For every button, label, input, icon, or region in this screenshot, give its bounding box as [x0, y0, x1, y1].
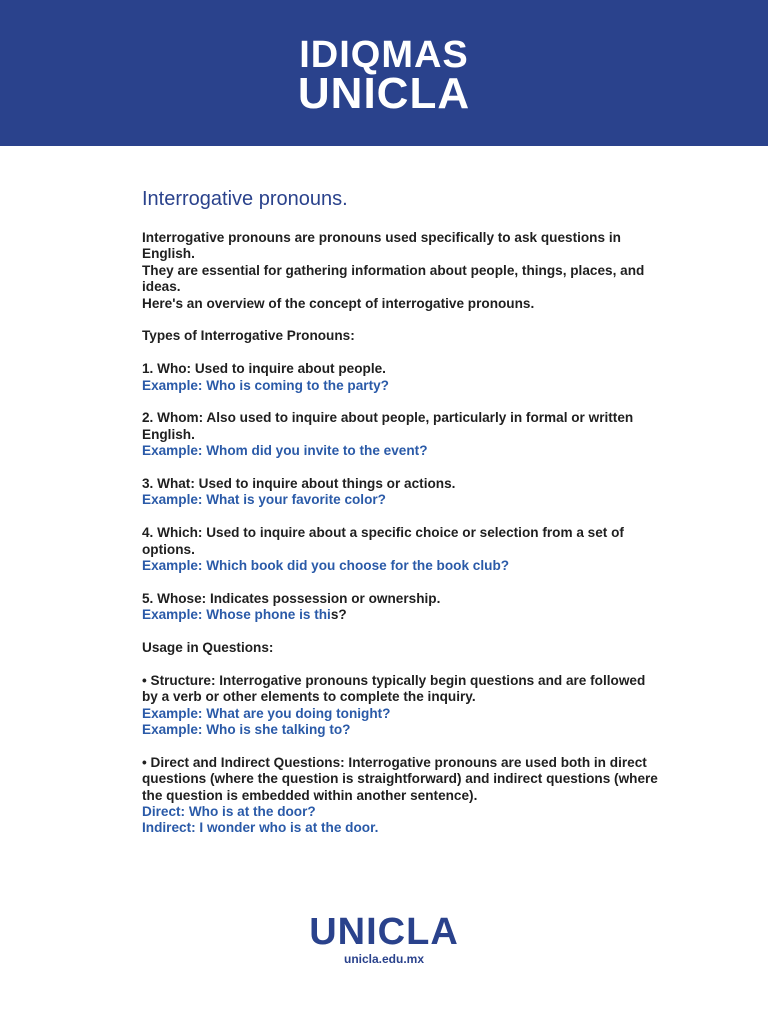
example-whom: Example: Whom did you invite to the event?	[142, 443, 428, 459]
usage-heading: Usage in Questions:	[142, 640, 274, 656]
example-what: Example: What is your favorite color?	[142, 492, 386, 508]
intro-line-1: Interrogative pronouns are pronouns used specifically to ask questions in English.	[142, 230, 621, 262]
intro-line-3: Here's an overview of the concept of interrogative pronouns.	[142, 295, 535, 311]
structure-example-2: Example: Who is she talking to?	[142, 722, 351, 738]
logo-idiomas: IDIQMAS	[299, 34, 469, 76]
example-whose-blue: Example: Whose phone is thi	[142, 607, 331, 623]
direct-indirect-text: • Direct and Indirect Questions: Interrogative pronouns are used both in direct questions (where the question is straightforward) and indirect questions (where the question is embedded within another sentence).	[142, 754, 658, 803]
structure-text: • Structure: Interrogative pronouns typically begin questions and are followed by a verb or other elements to complete the inquiry.	[142, 672, 646, 705]
footer-url[interactable]: unicla.edu.mx	[343, 952, 425, 966]
type-whose: 5. Whose: Indicates possession or ownership.	[142, 590, 441, 606]
example-who: Example: Who is coming to the party?	[142, 377, 389, 393]
type-who: 1. Who: Used to inquire about people.	[142, 361, 386, 377]
document-body	[142, 186, 662, 837]
type-which: 4. Which: Used to inquire about a specific choice or selection from a set of options.	[142, 525, 624, 557]
structure-example-1: Example: What are you doing tonight?	[142, 705, 391, 721]
type-whom: 2. Whom: Also used to inquire about people, particularly in formal or written English.	[142, 410, 634, 442]
direct-example: Direct: Who is at the door?	[142, 804, 316, 820]
example-whose	[142, 607, 662, 623]
example-which: Example: Which book did you choose for the book club?	[142, 558, 510, 574]
example-whose-tail: s?	[330, 607, 347, 623]
page-title: Interrogative pronouns.	[142, 188, 348, 210]
footer-logo: UNICLA	[309, 911, 459, 953]
intro-line-2: They are essential for gathering information about people, things, places, and ideas.	[142, 262, 645, 295]
types-heading: Types of Interrogative Pronouns:	[142, 328, 355, 344]
indirect-example: Indirect: I wonder who is at the door.	[142, 820, 379, 836]
header-banner	[0, 0, 768, 146]
logo-unicla: UNICLA	[297, 69, 471, 118]
type-what: 3. What: Used to inquire about things or actions.	[142, 476, 456, 492]
